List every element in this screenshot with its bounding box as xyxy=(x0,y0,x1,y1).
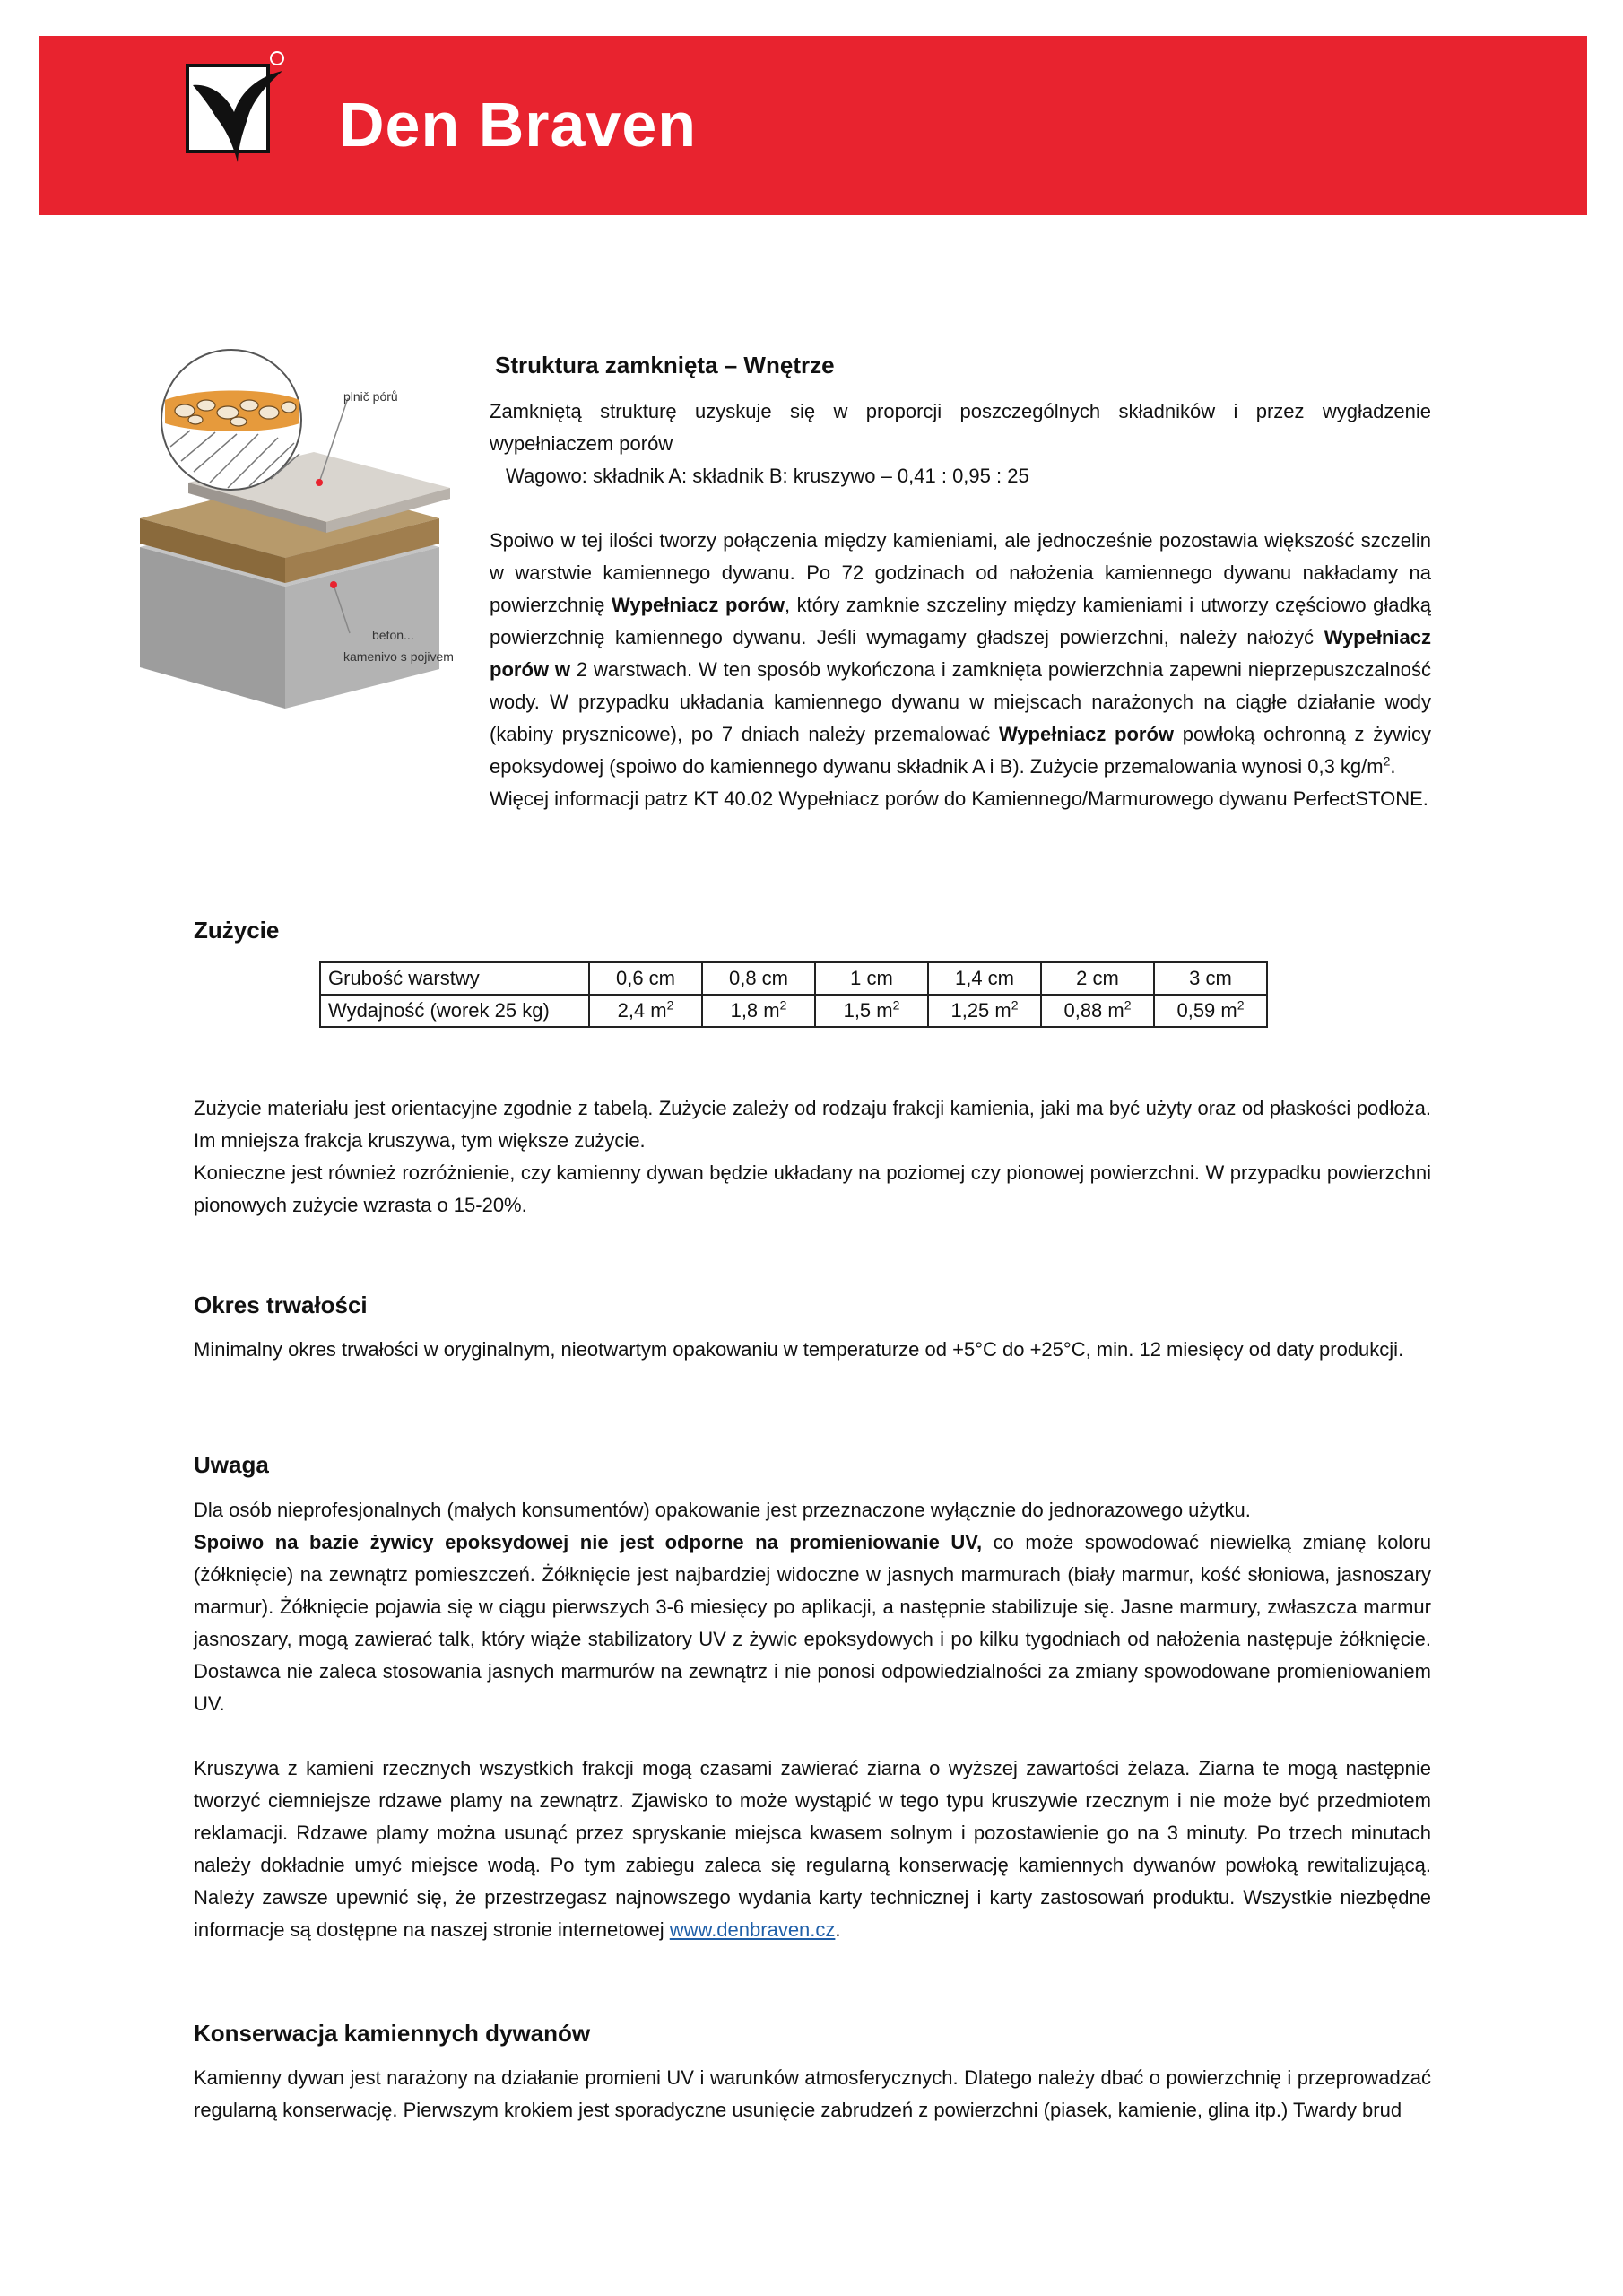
table-cell: 1,4 cm xyxy=(928,962,1041,995)
layer-structure-illustration xyxy=(135,348,484,761)
warning-p1: Dla osób nieprofesjonalnych (małych konsumentów) opakowanie jest przeznaczone wyłącznie do jednorazowego użytku. xyxy=(194,1499,1251,1521)
usage-note-1: Zużycie materiału jest orientacyjne zgodnie z tabelą. Zużycie zależy od rodzaju frakcji kamienia, jaki ma być użyty oraz od płaskości podłoża. Im mniejsza frakcja kruszywa, tym większe zużycie. xyxy=(194,1097,1431,1152)
pore-filler-bold: Wypełniacz porów xyxy=(998,723,1175,745)
table-cell: 1 cm xyxy=(815,962,928,995)
table-cell: 0,88 $m^2$ xyxy=(1041,995,1154,1027)
more-info-text: Więcej informacji patrz KT 40.02 Wypełniacz porów do Kamiennego/Marmurowego dywanu PerfectSTONE. xyxy=(490,787,1428,810)
warning-body xyxy=(194,1494,1431,1946)
usage-title: Zużycie xyxy=(194,917,280,944)
usage-note-2: Konieczne jest również rozróżnienie, czy kamienny dywan będzie układany na poziomej czy pionowej powierzchni. W przypadku powierzchni pionowych zużycie wzrasta o 15-20%. xyxy=(194,1161,1431,1216)
brand-name: Den Braven xyxy=(339,90,698,160)
table-cell: 2 cm xyxy=(1041,962,1154,995)
table-row xyxy=(320,995,1267,1027)
swallow-logo-icon xyxy=(184,49,290,166)
callout-aggregate: kamenivo s pojivem xyxy=(343,649,454,664)
uv-warning-bold: Spoiwo na bazie żywicy epoksydowej nie jest odporne na promieniowanie UV, xyxy=(194,1531,983,1553)
pore-filler-bold: Wypełniacz porów xyxy=(611,594,785,616)
table-cell: 0,6 cm xyxy=(589,962,702,995)
intro-text: Zamkniętą strukturę uzyskuje się w proporcji poszczególnych składników i przez wygładzenie wypełniaczem porów xyxy=(490,400,1431,455)
maintenance-text: Kamienny dywan jest narażony na działanie promieni UV i warunków atmosferycznych. Dlatego należy dbać o powierzchnię i przeprowadzać regularną konserwację. Pierwszym krokiem jest sporadyczne usunięcie zabrudzeń z powierzchni (piasek, kamienie, glina itp.) Twardy brud xyxy=(194,2066,1431,2121)
table-row xyxy=(320,962,1267,995)
table-cell: 1,8 $m^2$ xyxy=(702,995,815,1027)
callout-pore-filler: plnič pórů xyxy=(343,389,398,404)
table-cell: 0,8 cm xyxy=(702,962,815,995)
website-link[interactable]: www.denbraven.cz xyxy=(669,1918,836,1941)
table-cell: 1,5 $m^2$ xyxy=(815,995,928,1027)
ratio-text: Wagowo: składnik A: składnik B: kruszywo – 0,41 : 0,95 : 25 xyxy=(506,465,1029,487)
usage-table xyxy=(319,961,1268,1028)
usage-notes xyxy=(194,1092,1431,1222)
table-cell: 2,4 $m^2$ xyxy=(589,995,702,1027)
table-cell: 1,25 $m^2$ xyxy=(928,995,1041,1027)
shelf-life-title: Okres trwałości xyxy=(194,1292,368,1318)
warning-p3: Kruszywa z kamieni rzecznych wszystkich frakcji mogą czasami zawierać ziarna o wyższej zawartości żelaza. Ziarna te mogą następnie tworzyć ciemniejsze rdzawe plamy na zewnątrz. Zjawisko to może wystąpić w tego typu kruszywie rzecznym i nie może być przedmiotem reklamacji. Rdzawe plamy można usunąć przez spryskanie miejsca kwasem solnym i pozostawienie go na 3 minuty. Po trzech minutach należy dokładnie umyć miejsce wodą. Po tym zabiegu zaleca się regularną konserwację kamiennych dywanów powłoką rewitalizującą. Należy zawsze upewnić się, że przestrzegasz najnowszego wydania karty technicznej i karty zastosowań produktu. Wszystkie niezbędne informacje są dostępne na naszej stronie internetowej www.denbraven.cz. xyxy=(194,1757,1431,1941)
binder-paragraph: Spoiwo w tej ilości tworzy połączenia między kamieniami, ale jednocześnie pozostawia większość szczelin w warstwie kamiennego dywanu. Po 72 godzinach od nałożenia kamiennego dywanu nakładamy na powierzchnię Wypełniacz porów, który zamknie szczeliny między kamieniami i utworzy częściowo gładką powierzchnię kamiennego dywanu. Jeśli wymagamy gładszej powierzchni, należy nałożyć Wypełniacz porów w 2 warstwach. W ten sposób wykończona i zamknięta powierzchnia zapewni nieprzepuszczalność wody. W przypadku układania kamiennego dywanu w miejscach narażonych na ciągłe działanie wody (kabiny prysznicowe), po 7 dniach należy przemalować Wypełniacz porów powłoką ochronną z żywicy epoksydowej (spoiwo do kamiennego dywanu składnik A i B). Zużycie przemalowania wynosi 0,3 $kg/m^2$. xyxy=(490,529,1432,778)
warning-title: Uwaga xyxy=(194,1451,269,1478)
table-cell: Grubość warstwy xyxy=(320,962,589,995)
table-cell: Wydajność (worek 25 kg) xyxy=(320,995,589,1027)
table-cell: 0,59 $m^2$ xyxy=(1154,995,1267,1027)
pore-filler-bold: Wypełniacz porów w xyxy=(490,626,1431,681)
callout-concrete: beton... xyxy=(372,628,414,642)
closed-structure-body xyxy=(490,396,1431,815)
warning-p2: Spoiwo na bazie żywicy epoksydowej nie jest odporne na promieniowanie UV, co może spowodować niewielką zmianę koloru (żółknięcie) na zewnątrz pomieszczeń. Żółknięcie jest najbardziej widoczne w jasnych marmurach (biały marmur, kość słoniowa, jasnoszary marmur). Żółknięcie pojawia się w ciągu pierwszych 3-6 miesięcy po aplikacji, a następnie stabilizuje się. Jasne marmury, zwłaszcza marmur jasnoszary, mogą zawierać talk, który wiąże stabilizatory UV z żywic epoksydowych i po kilku tygodniach od nałożenia następuje żółknięcie. Dostawca nie zaleca stosowania jasnych marmurów na zewnątrz i nie ponosi odpowiedzialności za zmiany spowodowane promieniowaniem UV. xyxy=(194,1531,1431,1715)
table-cell: 3 cm xyxy=(1154,962,1267,995)
maintenance-title: Konserwacja kamiennych dywanów xyxy=(194,2020,591,2047)
closed-structure-title: Struktura zamknięta – Wnętrze xyxy=(495,352,835,378)
shelf-life-text: Minimalny okres trwałości w oryginalnym, nieotwartym opakowaniu w temperaturze od +5°C do +25°C, min. 12 miesięcy od daty produkcji. xyxy=(194,1338,1404,1361)
